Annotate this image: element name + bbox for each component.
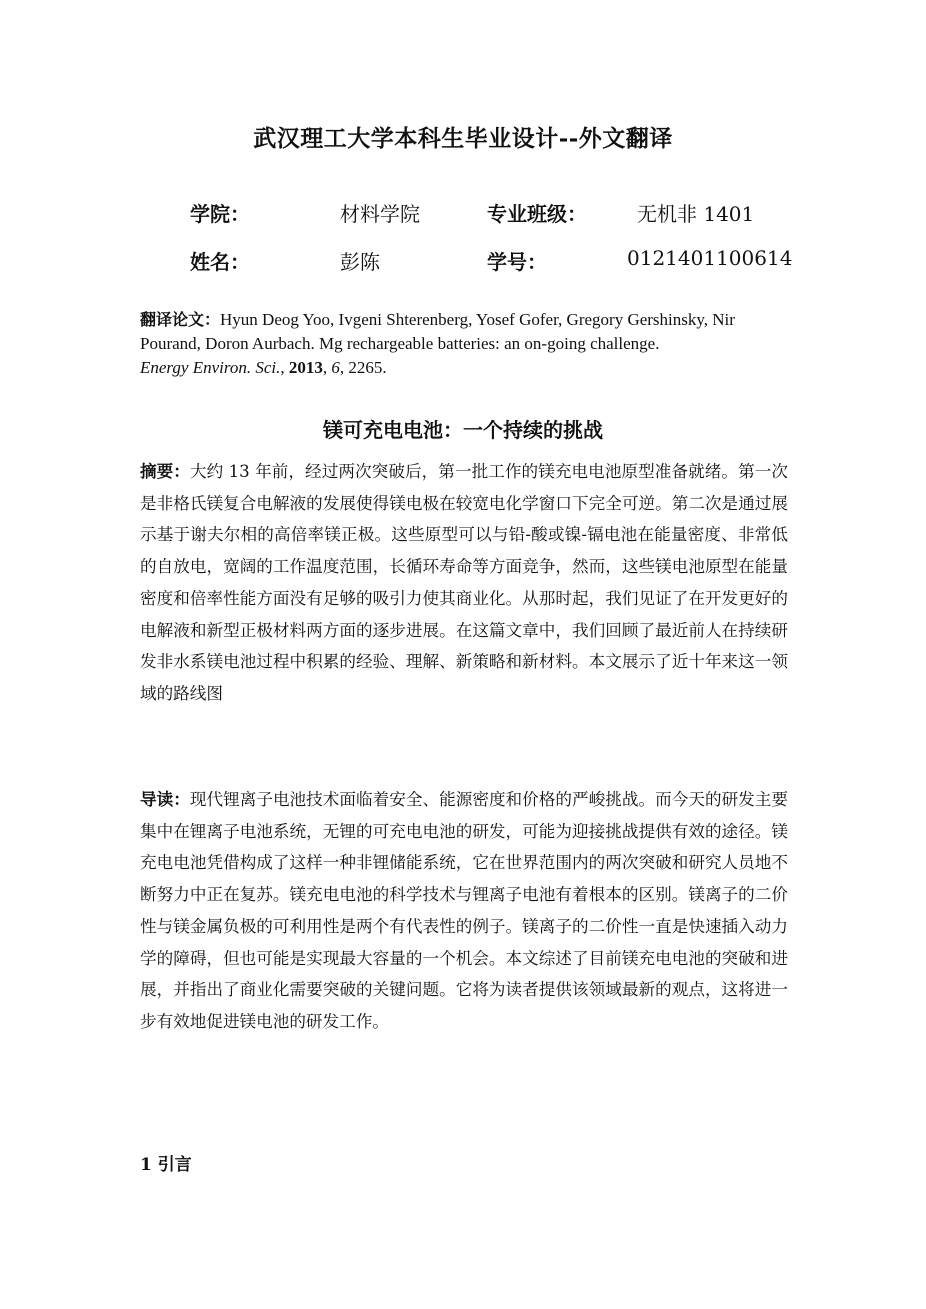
translated-title: 镁可充电电池：一个持续的挑战 xyxy=(323,418,603,442)
abstract-paragraph xyxy=(140,456,788,710)
name-label: 姓名： xyxy=(190,250,250,274)
abstract-text: 大约 13 年前，经过两次突破后，第一批工作的镁充电电池原型准备就绪。第一次是非格氏镁复合电解液的发展使得镁电极在较宽电化学窗口下完全可逆。第二次是通过展示基于谢夫尔相的高倍率镁正极。这些原型可以与铅-酸或镍-镉电池在能量密度、非常低的自放电，宽阔的工作温度范围，长循环寿命等方面竞争，然而，这些镁电池原型在能量密度和倍率性能方面没有足够的吸引力使其商业化。从那时起，我们见证了在开发更好的电解液和新型正极材料两方面的逐步进展。在这篇文章中，我们回顾了最近前人在持续研发非水系镁电池过程中积累的经验、理解、新策略和新材料。本文展示了近十年来这一领域的路线图 xyxy=(140,462,788,703)
college-label: 学院： xyxy=(190,202,250,226)
name-value: 彭陈 xyxy=(340,250,380,274)
student-id-value: 0121401100614 xyxy=(627,246,793,270)
info-row-college-class xyxy=(190,198,810,228)
intro-paragraph xyxy=(140,784,788,1038)
reference-pages: 2265. xyxy=(348,358,387,377)
college-value: 材料学院 xyxy=(340,202,420,226)
class-label: 专业班级： xyxy=(487,202,587,226)
class-value: 无机非 1401 xyxy=(637,202,755,226)
reference-year: 2013 xyxy=(288,358,323,377)
intro-text: 现代锂离子电池技术面临着安全、能源密度和价格的严峻挑战。而今天的研发主要集中在锂离子电池系统，无锂的可充电电池的研发，可能为迎接挑战提供有效的途径。镁充电电池凭借构成了这样一种非锂储能系统，它在世界范围内的两次突破和研究人员地不断努力中正在复苏。镁充电电池的科学技术与锂离子电池有着根本的区别。镁离子的二价性与镁金属负极的可利用性是两个有代表性的例子。镁离子的二价性一直是快速插入动力学的障碍，但也可能是实现最大容量的一个机会。本文综述了目前镁充电电池的突破和进展，并指出了商业化需要突破的关键问题。它将为读者提供该领域最新的观点，这将进一步有效地促进镁电池的研发工作。 xyxy=(140,790,789,1031)
reference-authors: Hyun Deog Yoo, Ivgeni Shterenberg, Yosef Gofer, Gregory Gershinsky, Nir Pourand, Doron Aurbach. xyxy=(140,310,735,353)
student-id-label: 学号： xyxy=(487,250,547,274)
reference-citation: 翻译论文：Hyun Deog Yoo, Ivgeni Shterenberg, Yosef Gofer, Gregory Gershinsky, Nir Pourand, Doron Aurbach. Mg rechargeable batteries: an on-going challenge. Energy Environ. Sci., 2013, 6, 2265. xyxy=(140,310,735,377)
document-title: 武汉理工大学本科生毕业设计--外文翻译 xyxy=(253,125,673,152)
reference-article-title: Mg rechargeable batteries: an on-going challenge. xyxy=(318,334,660,353)
reference-volume: 6 xyxy=(331,358,340,377)
intro-label: 导读： xyxy=(140,789,190,809)
info-row-name-id xyxy=(190,246,810,276)
reference-label: 翻译论文： xyxy=(140,310,221,329)
reference-journal: Energy Environ. Sci. xyxy=(140,358,281,377)
section-heading: 1 引言 xyxy=(140,1155,192,1175)
abstract-label: 摘要： xyxy=(140,461,190,481)
